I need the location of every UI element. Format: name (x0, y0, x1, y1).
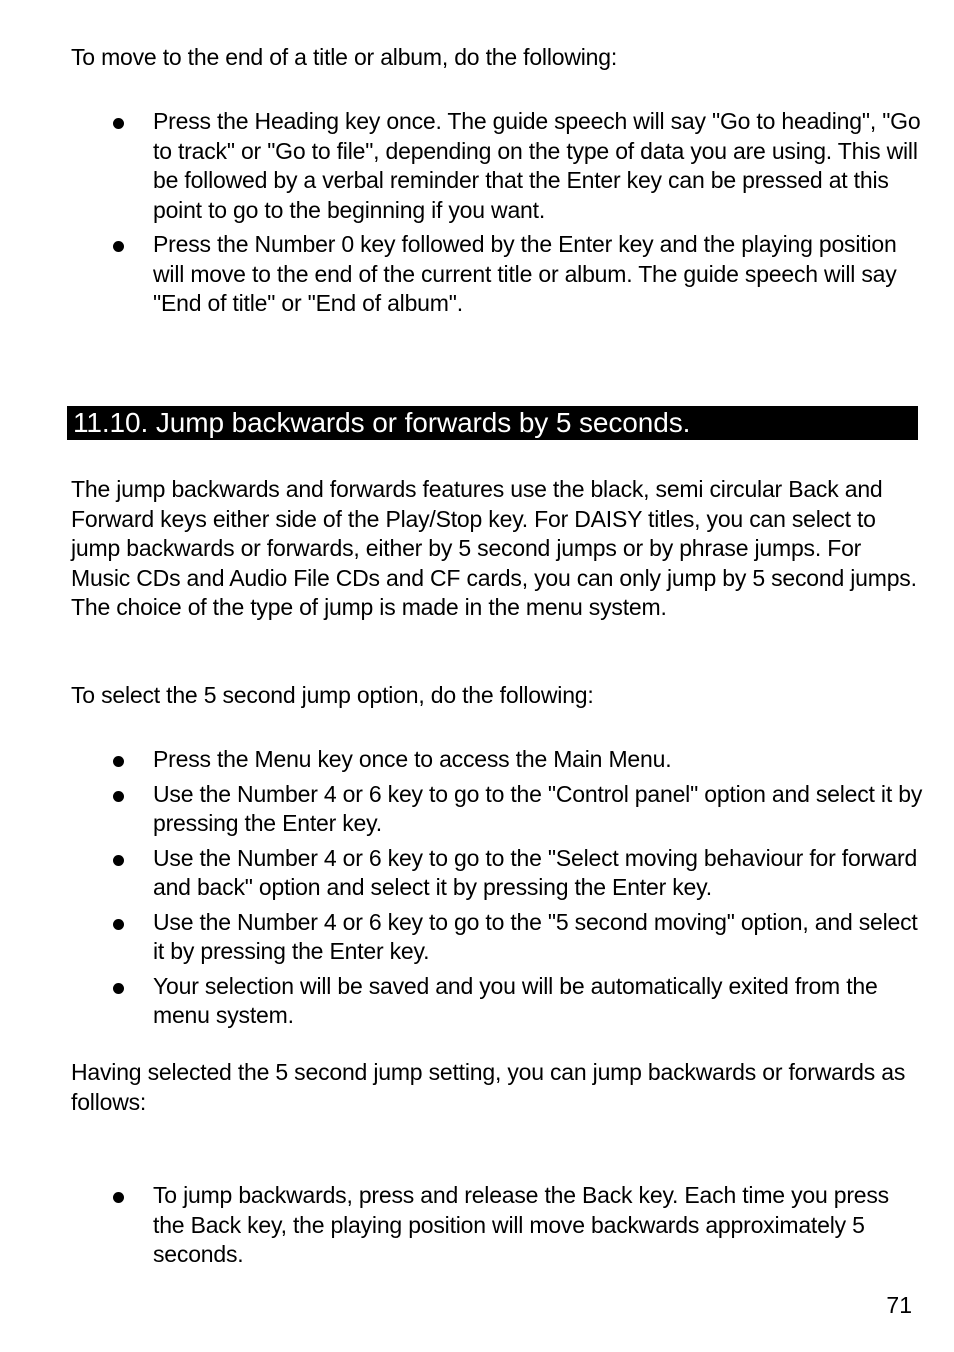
bullet-icon (113, 118, 124, 129)
list-item (0, 1181, 923, 1270)
list-item (0, 844, 923, 903)
bullet-icon (113, 1192, 124, 1203)
list-item (0, 908, 923, 967)
intro-end-paragraph: To move to the end of a title or album, do the following: (71, 44, 618, 70)
page-number: 71 (886, 1292, 912, 1318)
jump-description-paragraph: The jump backwards and forwards features use the black, semi circular Back and Forward keys either side of the Play/Stop key. For DAISY titles, you can select to jump backwards or forwards, either by 5 second jumps or by phrase jumps. For Music CDs and Audio File CDs and CF cards, you can only jump by 5 second jumps. The choice of the type of jump is made in the menu system. (71, 476, 917, 620)
list-item (0, 972, 923, 1031)
list-item-text: Press the Number 0 key followed by the Enter key and the playing position will move to the end of the current title or album. The guide speech will say "End of title" or "End of album". (153, 231, 897, 316)
bullet-icon (113, 756, 124, 767)
list-item-text: Use the Number 4 or 6 key to go to the "Control panel" option and select it by pressing the Enter key. (153, 780, 923, 836)
list-item (0, 230, 923, 319)
list-item-text: Press the Heading key once. The guide speech will say "Go to heading", "Go to track" or "Go to file", depending on the type of data you are using. This will be followed by a verbal reminder that the Enter key can be pressed at this point to go to the beginning if you want. (153, 108, 921, 223)
bullet-icon (113, 791, 124, 802)
bullet-icon (113, 241, 124, 252)
list-item-text: Press the Menu key once to access the Main Menu. (153, 746, 672, 772)
bullet-icon (113, 919, 124, 930)
list-item-text: Use the Number 4 or 6 key to go to the "5 second moving" option, and select it by pressing the Enter key. (153, 908, 918, 964)
bullet-icon (113, 855, 124, 866)
end-steps-list (0, 107, 954, 324)
select-steps-list (0, 745, 954, 1036)
section-heading: 11.10. Jump backwards or forwards by 5 seconds. (67, 406, 918, 440)
select-intro-paragraph: To select the 5 second jump option, do the following: (71, 682, 594, 708)
bullet-icon (113, 983, 124, 994)
list-item (0, 745, 923, 775)
jump-steps-list (0, 1181, 954, 1275)
having-selected-paragraph: Having selected the 5 second jump setting, you can jump backwards or forwards as follows: (71, 1059, 906, 1115)
list-item (0, 780, 923, 839)
list-item-text: To jump backwards, press and release the Back key. Each time you press the Back key, the playing position will move backwards approximately 5 seconds. (153, 1182, 889, 1267)
list-item-text: Your selection will be saved and you will be automatically exited from the menu system. (153, 972, 878, 1028)
list-item (0, 107, 923, 225)
list-item-text: Use the Number 4 or 6 key to go to the "Select moving behaviour for forward and back" option and select it by pressing the Enter key. (153, 844, 918, 900)
